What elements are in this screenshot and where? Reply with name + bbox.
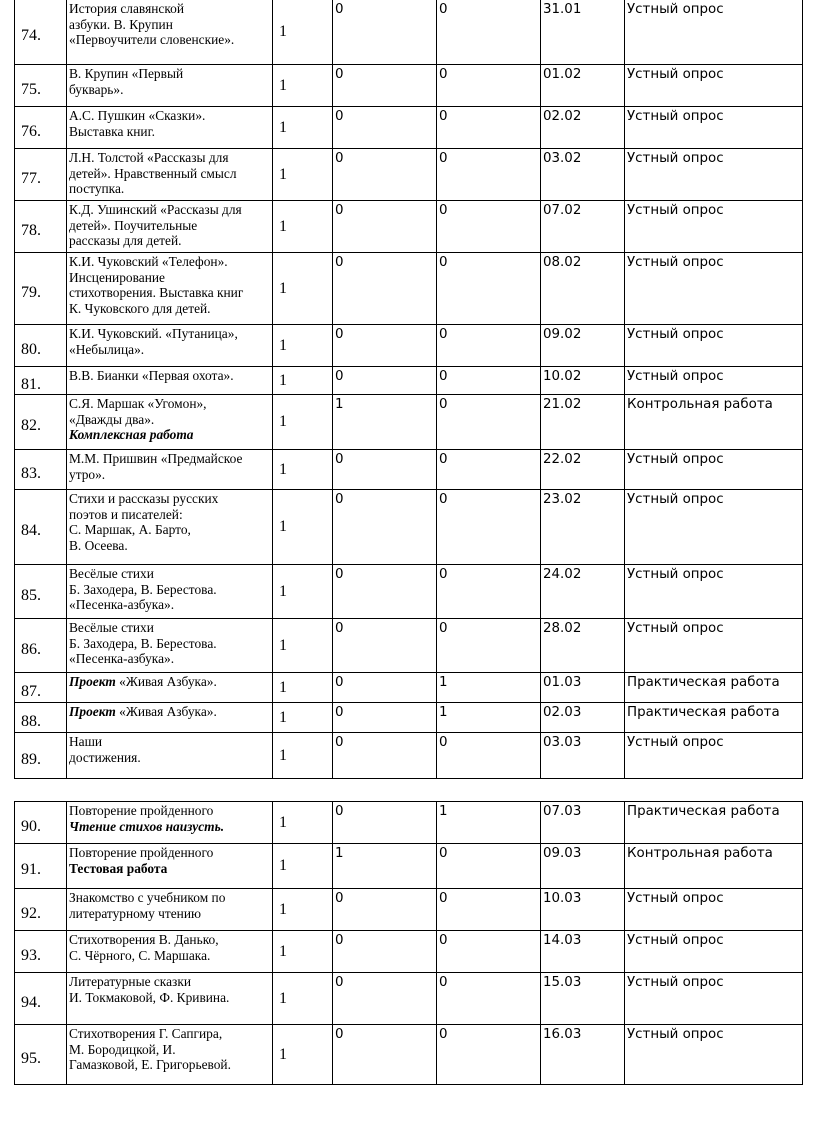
practical-works-count: 0 (437, 973, 541, 1025)
topic-line: «Песенка-азбука». (69, 597, 175, 612)
practical-works-count: 0 (437, 149, 541, 201)
topic-line: поступка. (69, 181, 125, 196)
topic-line: История славянской (69, 1, 185, 16)
practical-works-count: 0 (437, 325, 541, 367)
topic-line: «Небылица». (69, 341, 145, 357)
topic-line: К.И. Чуковский «Телефон». (69, 254, 228, 269)
topic-line (69, 704, 272, 720)
lesson-number: 93. (15, 931, 67, 973)
practical-works-count: 0 (437, 367, 541, 395)
control-form: Устный опрос (625, 65, 803, 107)
control-form: Устный опрос (625, 367, 803, 395)
hours-count: 1 (273, 565, 333, 619)
lesson-number: 79. (15, 253, 67, 325)
topic-line: В. Осеева. (69, 537, 128, 553)
lesson-topic (67, 450, 273, 490)
hours-count: 1 (273, 325, 333, 367)
lesson-date: 23.02 (541, 490, 625, 565)
hours-count: 1 (273, 107, 333, 149)
lesson-date: 01.02 (541, 65, 625, 107)
practical-works-count: 0 (437, 844, 541, 889)
lesson-topic (67, 0, 273, 65)
lesson-number: 90. (15, 802, 67, 844)
topic-line: Наши (69, 734, 103, 749)
hours-count: 1 (273, 889, 333, 931)
lesson-date: 08.02 (541, 253, 625, 325)
lesson-date: 21.02 (541, 395, 625, 450)
lesson-date: 14.03 (541, 931, 625, 973)
lesson-topic (67, 1025, 273, 1085)
topic-line: литературному чтению (69, 905, 201, 921)
practical-works-count: 0 (437, 931, 541, 973)
practical-works-count: 0 (437, 619, 541, 673)
lesson-topic (67, 844, 273, 889)
topic-line: М.М. Пришвин «Предмайское (69, 451, 243, 466)
lesson-date: 09.03 (541, 844, 625, 889)
topic-line: С. Чёрного, С. Маршака. (69, 947, 211, 963)
table-row (15, 889, 803, 931)
lesson-date: 28.02 (541, 619, 625, 673)
lesson-number: 91. (15, 844, 67, 889)
practical-works-count: 0 (437, 253, 541, 325)
lesson-date: 03.03 (541, 733, 625, 779)
topic-line: К.Д. Ушинский «Рассказы для (69, 202, 242, 217)
lesson-number: 80. (15, 325, 67, 367)
hours-count: 1 (273, 673, 333, 703)
lesson-date: 16.03 (541, 1025, 625, 1085)
topic-line: утро». (69, 466, 106, 482)
control-works-count: 0 (333, 703, 437, 733)
lesson-date: 10.02 (541, 367, 625, 395)
control-works-count: 0 (333, 65, 437, 107)
table-row (15, 367, 803, 395)
lesson-plan-body-2 (15, 802, 803, 1085)
hours-count: 1 (273, 802, 333, 844)
lesson-topic (67, 889, 273, 931)
lesson-topic (67, 733, 273, 779)
topic-text: «Живая Азбука». (119, 704, 217, 719)
hours-count: 1 (273, 201, 333, 253)
control-form: Устный опрос (625, 973, 803, 1025)
control-works-count: 0 (333, 201, 437, 253)
practical-works-count: 0 (437, 490, 541, 565)
lesson-number: 84. (15, 490, 67, 565)
topic-line: М. Бородицкой, И. (69, 1041, 176, 1057)
topic-line: Весёлые стихи (69, 620, 154, 635)
topic-line: Повторение пройденного (69, 803, 214, 818)
practical-works-count: 0 (437, 395, 541, 450)
topic-line: Знакомство с учебником по (69, 890, 226, 905)
topic-line: достижения. (69, 749, 141, 765)
control-works-count: 0 (333, 149, 437, 201)
lesson-topic (67, 931, 273, 973)
lesson-date: 07.03 (541, 802, 625, 844)
lesson-date: 15.03 (541, 973, 625, 1025)
lesson-number: 88. (15, 703, 67, 733)
table-row (15, 107, 803, 149)
control-works-count: 0 (333, 490, 437, 565)
topic-line: детей». Нравственный смысл (69, 165, 237, 181)
topic-project-label: Проект (69, 704, 116, 719)
control-form: Устный опрос (625, 325, 803, 367)
table-row (15, 65, 803, 107)
control-form: Устный опрос (625, 1025, 803, 1085)
hours-count: 1 (273, 931, 333, 973)
control-form: Контрольная работа (625, 844, 803, 889)
lesson-date: 22.02 (541, 450, 625, 490)
hours-count: 1 (273, 733, 333, 779)
lesson-number: 94. (15, 973, 67, 1025)
topic-line: Л.Н. Толстой «Рассказы для (69, 150, 229, 165)
practical-works-count: 1 (437, 703, 541, 733)
hours-count: 1 (273, 973, 333, 1025)
practical-works-count: 0 (437, 65, 541, 107)
table-row (15, 450, 803, 490)
lesson-number: 82. (15, 395, 67, 450)
table-row (15, 490, 803, 565)
lesson-topic (67, 149, 273, 201)
topic-line: Стихотворения В. Данько, (69, 932, 219, 947)
hours-count: 1 (273, 619, 333, 673)
topic-line: Выставка книг. (69, 123, 155, 139)
topic-line: Инсценирование (69, 269, 165, 285)
control-works-count: 0 (333, 802, 437, 844)
control-works-count: 0 (333, 0, 437, 65)
lesson-plan-table-1 (14, 0, 803, 779)
topic-line: букварь». (69, 81, 124, 97)
lesson-topic (67, 673, 273, 703)
control-works-count: 0 (333, 619, 437, 673)
topic-line: С.Я. Маршак «Угомон», (69, 396, 207, 411)
control-works-count: 0 (333, 889, 437, 931)
topic-line: А.С. Пушкин «Сказки». (69, 108, 206, 123)
table-row (15, 733, 803, 779)
practical-works-count: 0 (437, 1025, 541, 1085)
table-row (15, 201, 803, 253)
lesson-number: 87. (15, 673, 67, 703)
lesson-date: 01.03 (541, 673, 625, 703)
topic-line: И. Токмаковой, Ф. Кривина. (69, 989, 230, 1005)
lesson-date: 31.01 (541, 0, 625, 65)
topic-line: В.В. Бианки «Первая охота». (69, 368, 234, 383)
lesson-number: 81. (15, 367, 67, 395)
topic-line: азбуки. В. Крупин (69, 16, 173, 32)
lesson-number: 77. (15, 149, 67, 201)
control-works-count: 0 (333, 565, 437, 619)
table-row (15, 673, 803, 703)
table-row (15, 0, 803, 65)
hours-count: 1 (273, 450, 333, 490)
lesson-topic (67, 395, 273, 450)
lesson-topic (67, 107, 273, 149)
topic-line: К. Чуковского для детей. (69, 300, 211, 316)
table-row (15, 565, 803, 619)
control-works-count: 0 (333, 107, 437, 149)
lesson-topic (67, 565, 273, 619)
control-works-count: 0 (333, 733, 437, 779)
topic-line: Стихи и рассказы русских (69, 491, 219, 506)
table-row (15, 619, 803, 673)
control-works-count: 0 (333, 325, 437, 367)
practical-works-count: 0 (437, 733, 541, 779)
lesson-number: 95. (15, 1025, 67, 1085)
topic-work-type: Чтение стихов наизусть. (69, 818, 225, 834)
practical-works-count: 1 (437, 673, 541, 703)
lesson-number: 76. (15, 107, 67, 149)
practical-works-count: 0 (437, 201, 541, 253)
topic-line: детей». Поучительные (69, 217, 198, 233)
hours-count: 1 (273, 490, 333, 565)
control-form: Практическая работа (625, 802, 803, 844)
topic-line: Б. Заходера, В. Берестова. (69, 581, 217, 597)
topic-line: «Первоучители словенские». (69, 32, 235, 47)
lesson-date: 03.02 (541, 149, 625, 201)
lesson-number: 85. (15, 565, 67, 619)
practical-works-count: 0 (437, 565, 541, 619)
lesson-topic (67, 703, 273, 733)
topic-work-type: Тестовая работа (69, 860, 168, 876)
control-works-count: 0 (333, 673, 437, 703)
control-form: Устный опрос (625, 107, 803, 149)
table-row (15, 395, 803, 450)
table-row (15, 325, 803, 367)
lesson-number: 89. (15, 733, 67, 779)
lesson-number: 83. (15, 450, 67, 490)
lesson-plan-table-2 (14, 801, 803, 1085)
control-works-count: 0 (333, 973, 437, 1025)
table-row (15, 253, 803, 325)
topic-line: С. Маршак, А. Барто, (69, 522, 191, 537)
lesson-topic (67, 619, 273, 673)
practical-works-count: 0 (437, 107, 541, 149)
lesson-number: 75. (15, 65, 67, 107)
table-row (15, 931, 803, 973)
hours-count: 1 (273, 0, 333, 65)
lesson-number: 74. (15, 0, 67, 65)
topic-line: стихотворения. Выставка книг (69, 285, 244, 300)
hours-count: 1 (273, 65, 333, 107)
topic-line: Литературные сказки (69, 974, 192, 989)
lesson-plan-body-1 (15, 0, 803, 779)
control-works-count: 0 (333, 253, 437, 325)
lesson-date: 09.02 (541, 325, 625, 367)
lesson-topic (67, 490, 273, 565)
topic-line: «Песенка-азбука». (69, 651, 175, 666)
control-form: Устный опрос (625, 889, 803, 931)
lesson-date: 07.02 (541, 201, 625, 253)
table-row (15, 973, 803, 1025)
lesson-topic (67, 802, 273, 844)
topic-line: Б. Заходера, В. Берестова. (69, 635, 217, 651)
topic-line: рассказы для детей. (69, 233, 182, 248)
topic-line: Стихотворения Г. Сапгира, (69, 1026, 223, 1041)
topic-line: Гамазковой, Е. Григорьевой. (69, 1057, 231, 1072)
lesson-topic (67, 201, 273, 253)
lesson-number: 92. (15, 889, 67, 931)
hours-count: 1 (273, 367, 333, 395)
topic-line: В. Крупин «Первый (69, 66, 184, 81)
control-form: Устный опрос (625, 490, 803, 565)
topic-project-label: Проект (69, 674, 116, 689)
topic-line: «Дважды два». (69, 411, 155, 427)
control-form: Практическая работа (625, 673, 803, 703)
lesson-topic (67, 253, 273, 325)
practical-works-count: 1 (437, 802, 541, 844)
topic-line: поэтов и писателей: (69, 506, 183, 522)
control-form: Устный опрос (625, 565, 803, 619)
control-works-count: 1 (333, 395, 437, 450)
control-form: Устный опрос (625, 149, 803, 201)
lesson-topic (67, 367, 273, 395)
practical-works-count: 0 (437, 889, 541, 931)
control-works-count: 0 (333, 931, 437, 973)
control-form: Устный опрос (625, 733, 803, 779)
practical-works-count: 0 (437, 450, 541, 490)
table-row (15, 1025, 803, 1085)
topic-text: «Живая Азбука». (119, 674, 217, 689)
hours-count: 1 (273, 395, 333, 450)
table-row (15, 703, 803, 733)
lesson-topic (67, 325, 273, 367)
control-form: Устный опрос (625, 0, 803, 65)
hours-count: 1 (273, 149, 333, 201)
topic-line: Повторение пройденного (69, 845, 214, 860)
hours-count: 1 (273, 253, 333, 325)
topic-line: К.И. Чуковский. «Путаница», (69, 326, 238, 341)
control-works-count: 0 (333, 367, 437, 395)
hours-count: 1 (273, 703, 333, 733)
control-form: Устный опрос (625, 450, 803, 490)
control-works-count: 1 (333, 844, 437, 889)
lesson-number: 78. (15, 201, 67, 253)
control-works-count: 0 (333, 450, 437, 490)
lesson-date: 10.03 (541, 889, 625, 931)
topic-line: Весёлые стихи (69, 566, 154, 581)
hours-count: 1 (273, 1025, 333, 1085)
table-row (15, 149, 803, 201)
lesson-date: 24.02 (541, 565, 625, 619)
control-form: Контрольная работа (625, 395, 803, 450)
topic-work-type: Комплексная работа (69, 427, 194, 442)
control-works-count: 0 (333, 1025, 437, 1085)
lesson-topic (67, 65, 273, 107)
control-form: Устный опрос (625, 931, 803, 973)
lesson-topic (67, 973, 273, 1025)
topic-line (69, 674, 272, 690)
control-form: Практическая работа (625, 703, 803, 733)
lesson-date: 02.03 (541, 703, 625, 733)
control-form: Устный опрос (625, 619, 803, 673)
lesson-date: 02.02 (541, 107, 625, 149)
table-row (15, 844, 803, 889)
hours-count: 1 (273, 844, 333, 889)
control-form: Устный опрос (625, 253, 803, 325)
table-row (15, 802, 803, 844)
control-form: Устный опрос (625, 201, 803, 253)
lesson-number: 86. (15, 619, 67, 673)
practical-works-count: 0 (437, 0, 541, 65)
